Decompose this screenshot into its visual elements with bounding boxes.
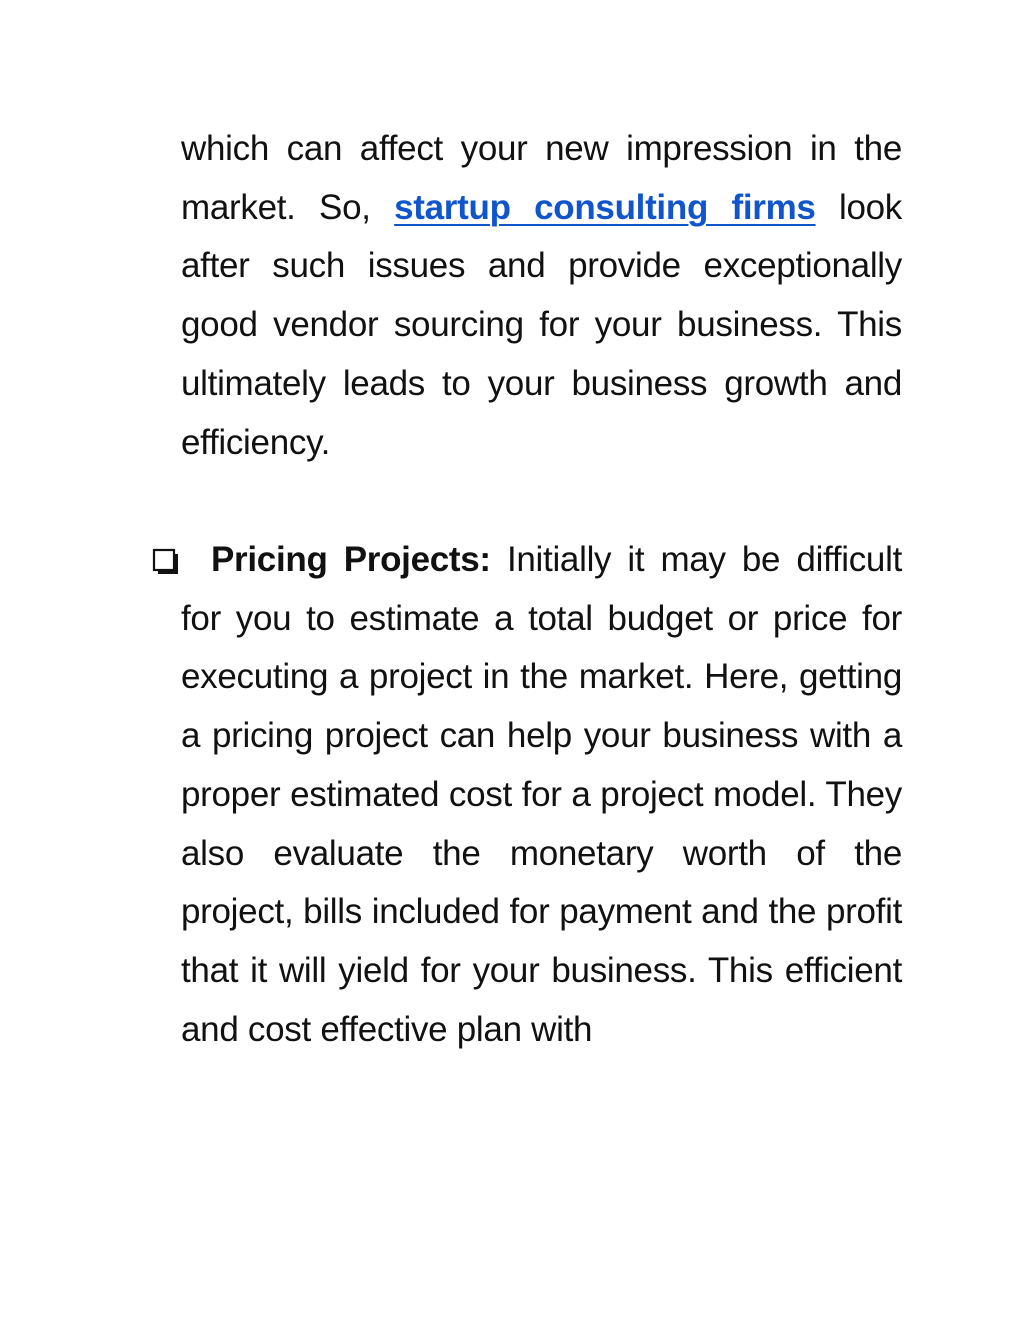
- checkbox-bullet-icon: [152, 548, 180, 576]
- intro-text-start: which can affect your new impression in the market. So,: [181, 129, 902, 227]
- intro-text-end: look after such issues and provide exceptionally good vendor sourcing for your business. This ultimately leads to your business growth and efficiency.: [181, 187, 903, 462]
- pricing-projects-heading: Pricing Projects:: [211, 540, 491, 579]
- startup-consulting-firms-link[interactable]: startup consulting firms: [394, 187, 816, 227]
- pricing-projects-body: Initially it may be difficult for you to estimate a total budget or price for executing a project in the market. Here, getting a pricing project can help your business with a proper estimated cost for a project model. They also evaluate the monetary worth of the project, bills included for payment and the profit that it will yield for your business. This efficient and cost effective plan with: [181, 540, 902, 1049]
- pricing-projects-paragraph: [181, 531, 902, 1059]
- intro-paragraph: [181, 120, 902, 472]
